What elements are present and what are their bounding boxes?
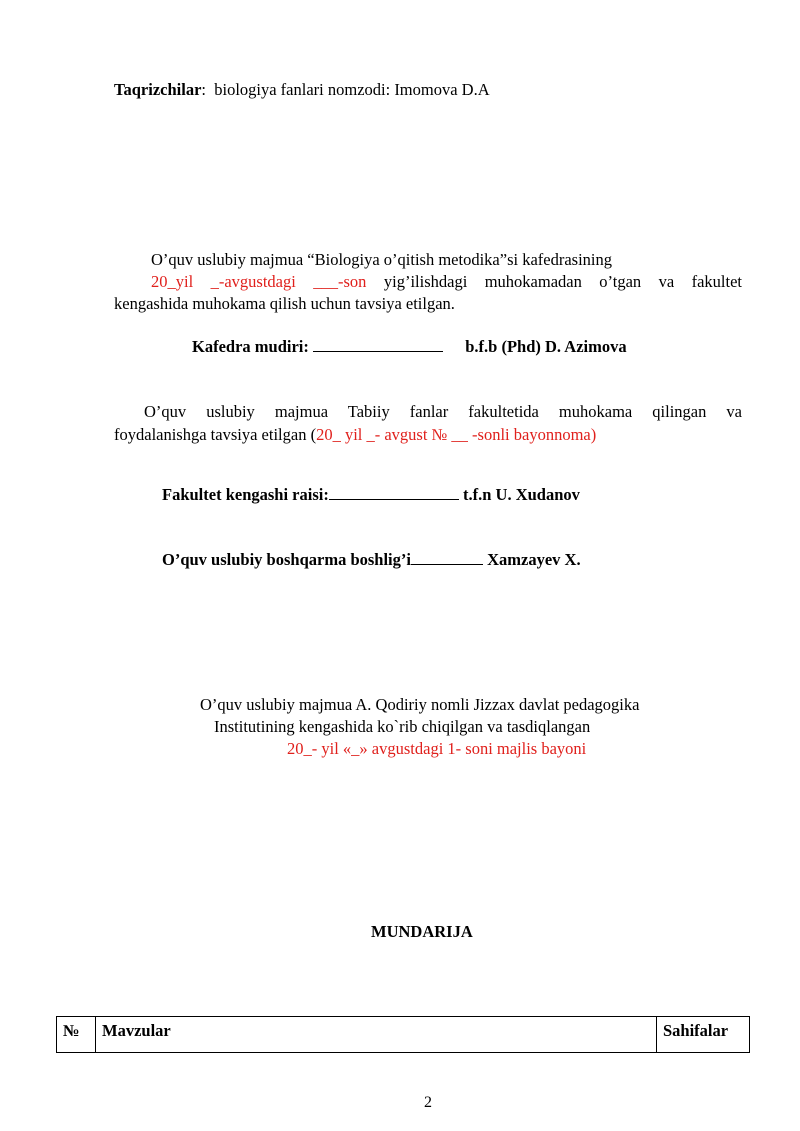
reviewers-text: biologiya fanlari nomzodi: Imomova D.A — [214, 80, 490, 99]
reviewers-colon: : — [201, 80, 206, 99]
boshqarma-signer: Xamzayev X. — [487, 550, 581, 569]
para3-line2: Institutining kengashida ko`rib chiqilgan va tasdiqlangan — [214, 717, 591, 736]
kafedra-signer: b.f.b (Phd) D. Azimova — [465, 337, 627, 356]
para1-date-red: 20_yil _-avgustdagi ___-son — [151, 272, 367, 291]
boshqarma-label: O’quv uslubiy boshqarma boshlig’i — [162, 550, 411, 569]
toc-header-pages: Sahifalar — [657, 1017, 750, 1053]
kafedra-signature-blank — [313, 339, 443, 352]
para3-line1: O’quv uslubiy majmua A. Qodiriy nomli Jizzax davlat pedagogika — [200, 695, 640, 714]
fakultet-signer: t.f.n U. Xudanov — [462, 485, 580, 504]
para2-line2-red: 20_ yil _- avgust № __ -sonli bayonnoma) — [316, 425, 597, 444]
boshqarma-signature-blank — [411, 552, 483, 565]
fakultet-label: Fakultet kengashi raisi: — [162, 485, 329, 504]
fakultet-signature-blank — [329, 487, 459, 500]
para2-line1: O’quv uslubiy majmua Tabiiy fanlar fakultetida muhokama qilingan va — [144, 402, 742, 421]
toc-header-number: № — [57, 1017, 96, 1053]
para2-line2-black: foydalanishga tavsiya etilgan ( — [114, 425, 317, 444]
fakultet-signature-line — [162, 485, 580, 505]
para1-line1: O’quv uslubiy majmua “Biologiya o’qitish metodika”si kafedrasining — [151, 250, 613, 269]
para1-line2-rest: yig’ilishdagi muhokamadan o’tgan va fakultet — [383, 272, 742, 291]
boshqarma-signature-line — [162, 550, 581, 570]
page-number: 2 — [424, 1094, 432, 1111]
reviewers-label: Taqrizchilar — [114, 80, 202, 99]
kafedra-label: Kafedra mudiri: — [192, 337, 309, 356]
toc-header-row — [57, 1017, 750, 1053]
para1-line2 — [151, 272, 742, 292]
para1-line3: kengashida muhokama qilish uchun tavsiya etilgan. — [114, 294, 455, 313]
kafedra-signature-line — [192, 337, 627, 357]
para3-line3-red: 20_- yil «_» avgustdagi 1- soni majlis bayoni — [287, 739, 587, 758]
contents-title: MUNDARIJA — [371, 922, 473, 941]
para2-line2 — [114, 425, 596, 445]
reviewers-line — [114, 80, 490, 100]
toc-header-topics: Mavzular — [96, 1017, 657, 1053]
toc-table — [56, 1016, 750, 1053]
